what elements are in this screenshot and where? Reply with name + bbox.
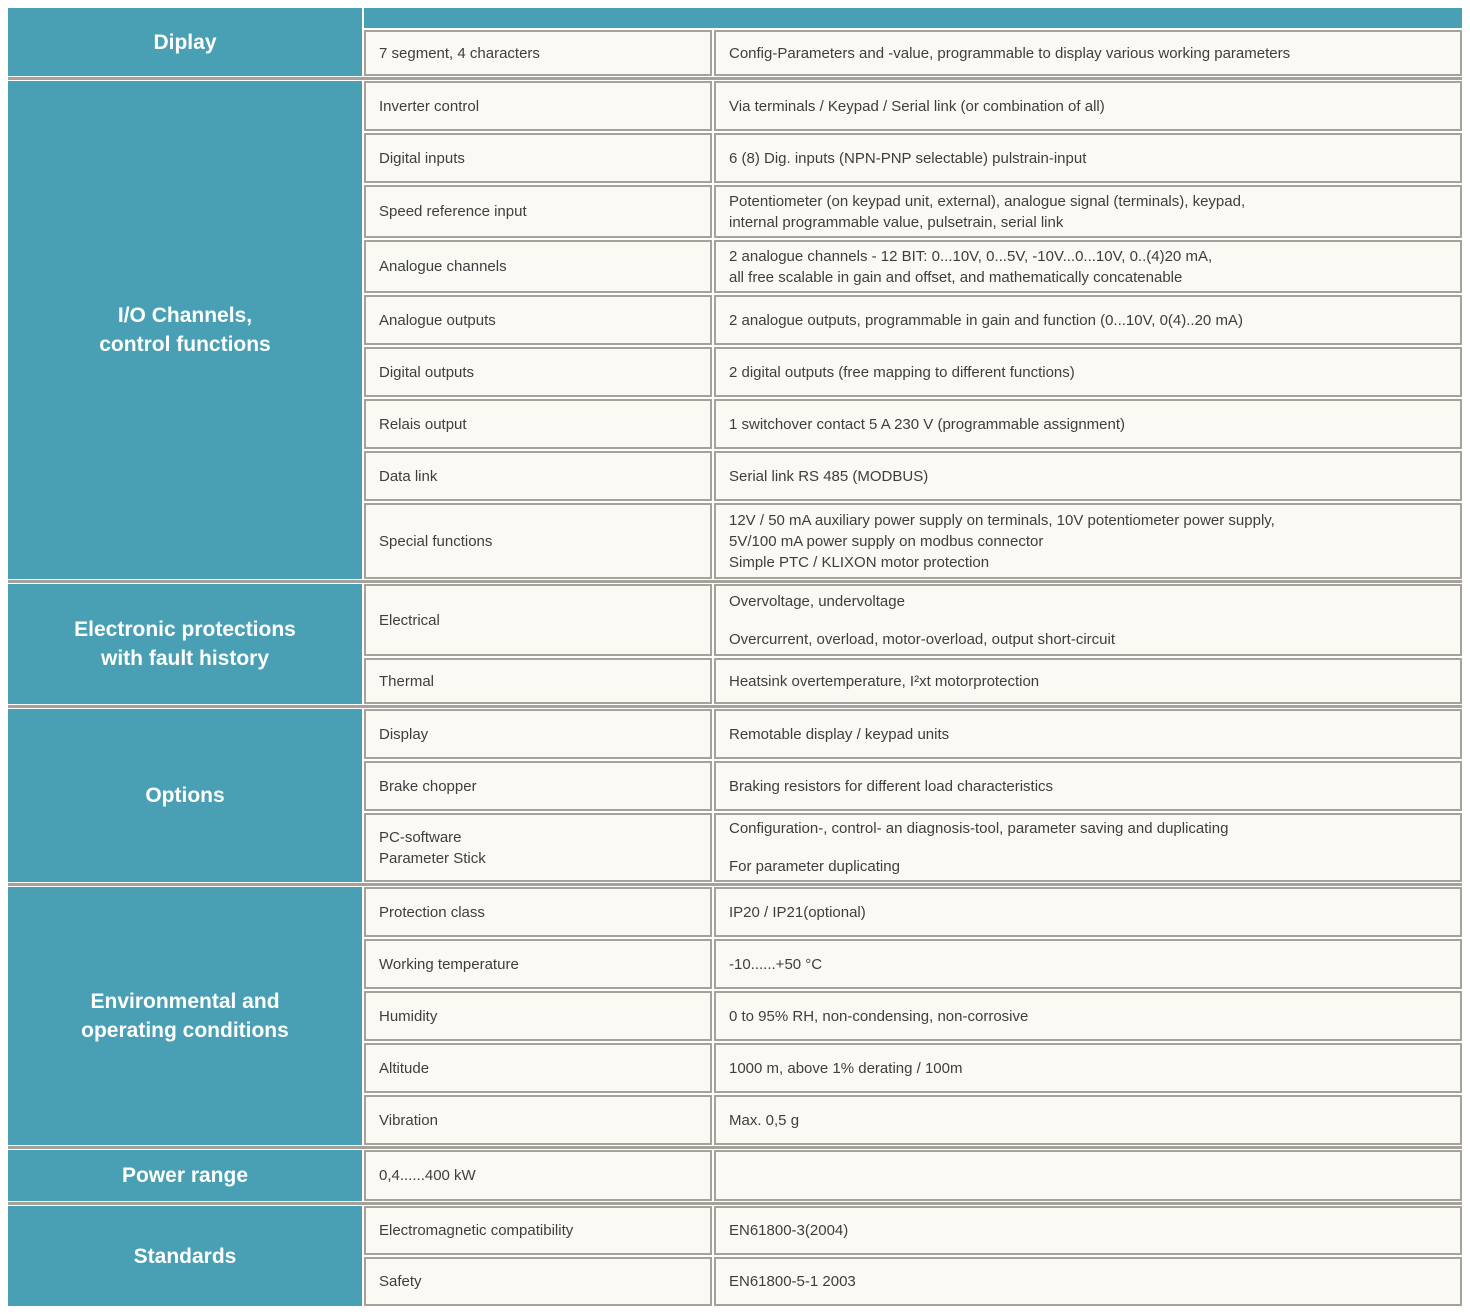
row-value xyxy=(714,1150,1462,1201)
row-value xyxy=(714,133,1462,183)
row-value xyxy=(714,761,1462,811)
row-label-line: Digital outputs xyxy=(379,363,475,381)
section-header-line: I/O Channels, xyxy=(117,304,253,327)
row-label xyxy=(364,81,712,131)
row-label xyxy=(364,584,712,656)
section xyxy=(8,887,1462,1145)
row-label xyxy=(364,761,712,811)
row-value xyxy=(714,1257,1462,1306)
section-divider xyxy=(8,77,1462,80)
row-value xyxy=(714,503,1462,579)
section-header xyxy=(8,8,362,76)
section-header-line: Standards xyxy=(133,1244,237,1268)
row-value xyxy=(714,658,1462,704)
row-value xyxy=(714,185,1462,238)
row-value-paragraph: internal programmable value, pulsetrain, serial link xyxy=(729,213,1064,231)
row-label xyxy=(364,30,712,76)
row-value-paragraph: 5V/100 mA power supply on modbus connector xyxy=(729,532,1044,550)
row-label-line: Altitude xyxy=(379,1059,430,1077)
row-label xyxy=(364,939,712,989)
section-header-line: Diplay xyxy=(153,30,217,54)
section-header-line: Electronic protections xyxy=(74,618,296,641)
section-header-line: Environmental and xyxy=(90,990,280,1013)
row-value xyxy=(714,399,1462,449)
row-label-line: Digital inputs xyxy=(379,149,465,167)
row-label-line: 0,4......400 kW xyxy=(379,1167,476,1184)
row-label-line: Humidity xyxy=(379,1007,438,1025)
row-value-paragraph: For parameter duplicating xyxy=(729,858,900,875)
row-label-line: Inverter control xyxy=(379,97,480,115)
section-divider xyxy=(8,883,1462,886)
row-label-line: Speed reference input xyxy=(379,203,527,220)
row-label-line: Thermal xyxy=(379,672,435,690)
section-header xyxy=(8,1206,362,1306)
top-teal-band xyxy=(364,8,1462,28)
row-label xyxy=(364,185,712,238)
row-value-paragraph: EN61800-5-1 2003 xyxy=(729,1273,856,1290)
row-value xyxy=(714,347,1462,397)
section-header-line: with fault history xyxy=(101,647,269,670)
row-value-paragraph: IP20 / IP21(optional) xyxy=(729,903,866,921)
row-value-paragraph: Simple PTC / KLIXON motor protection xyxy=(729,553,990,571)
row-label-line: Data link xyxy=(379,467,438,485)
row-value-paragraph: EN61800-3(2004) xyxy=(729,1222,849,1239)
row-label-line: Analogue outputs xyxy=(379,311,496,329)
row-value-paragraph: Braking resistors for different load characteristics xyxy=(729,777,1054,795)
section xyxy=(8,81,1462,579)
row-value-paragraph: Overcurrent, overload, motor-overload, output short-circuit xyxy=(729,630,1115,648)
row-value-paragraph: Remotable display / keypad units xyxy=(729,725,950,743)
row-value xyxy=(714,1043,1462,1093)
row-label xyxy=(364,503,712,579)
row-value xyxy=(714,81,1462,131)
row-label xyxy=(364,295,712,345)
row-value xyxy=(714,887,1462,937)
section-header-line: control functions xyxy=(99,333,271,356)
row-value-paragraph: Heatsink overtemperature, I²xt motorprotection xyxy=(729,672,1040,690)
row-label-line: Electrical xyxy=(379,611,440,629)
section-header-line: Options xyxy=(145,784,225,807)
row-value xyxy=(714,813,1462,882)
row-label xyxy=(364,1043,712,1093)
row-value-paragraph: Overvoltage, undervoltage xyxy=(729,592,905,610)
row-value-paragraph: Config-Parameters and -value, programmable to display various working parameters xyxy=(729,44,1291,62)
row-label-line: Analogue channels xyxy=(379,258,507,275)
row-value-paragraph: Via terminals / Keypad / Serial link (or combination of all) xyxy=(729,97,1105,115)
row-value xyxy=(714,991,1462,1041)
row-label xyxy=(364,813,712,882)
section-header-line: Power range xyxy=(121,1164,249,1187)
section xyxy=(8,709,1462,882)
row-label xyxy=(364,887,712,937)
section xyxy=(8,8,1462,76)
row-label xyxy=(364,1206,712,1255)
row-value xyxy=(714,295,1462,345)
row-value-paragraph: 2 digital outputs (free mapping to different functions) xyxy=(729,363,1075,381)
row-label-line: Display xyxy=(379,725,429,743)
row-value-paragraph: 2 analogue channels - 12 BIT: 0...10V, 0...5V, -10V...0...10V, 0..(4)20 mA, xyxy=(729,247,1213,265)
row-value-paragraph: 2 analogue outputs, programmable in gain and function (0...10V, 0(4)..20 mA) xyxy=(729,311,1243,329)
row-value xyxy=(714,584,1462,656)
row-value-paragraph: 6 (8) Dig. inputs (NPN-PNP selectable) pulstrain-input xyxy=(729,149,1087,167)
row-label xyxy=(364,133,712,183)
row-value-paragraph: Max. 0,5 g xyxy=(729,1111,800,1129)
section-header-line: operating conditions xyxy=(81,1019,289,1042)
row-value-paragraph: Serial link RS 485 (MODBUS) xyxy=(729,467,929,485)
section-divider xyxy=(8,1146,1462,1149)
row-label-line: Working temperature xyxy=(379,955,519,973)
row-value xyxy=(714,1206,1462,1255)
row-value-paragraph: 1 switchover contact 5 A 230 V (programmable assignment) xyxy=(729,415,1126,433)
row-value-paragraph: -10......+50 °C xyxy=(729,955,823,973)
section xyxy=(8,1150,1462,1201)
section xyxy=(8,1206,1462,1306)
spec-table xyxy=(8,8,1462,1306)
section-header xyxy=(8,887,362,1145)
row-label xyxy=(364,1150,712,1201)
row-value-paragraph: all free scalable in gain and offset, and mathematically concatenable xyxy=(729,268,1183,286)
row-value xyxy=(714,240,1462,293)
row-label xyxy=(364,399,712,449)
row-label-line: Safety xyxy=(379,1273,422,1290)
row-label xyxy=(364,991,712,1041)
section-header xyxy=(8,584,362,704)
row-label-line: PC-software xyxy=(379,828,462,846)
row-label-line: Brake chopper xyxy=(379,777,477,795)
section-divider xyxy=(8,705,1462,708)
row-label-line: Parameter Stick xyxy=(379,849,486,867)
row-label xyxy=(364,1257,712,1306)
row-value-paragraph: 0 to 95% RH, non-condensing, non-corrosive xyxy=(729,1007,1029,1025)
section-header xyxy=(8,709,362,882)
section-header xyxy=(8,81,362,579)
row-value xyxy=(714,30,1462,76)
row-label-line: Electromagnetic compatibility xyxy=(379,1222,574,1239)
row-value xyxy=(714,1095,1462,1145)
row-label-line: Relais output xyxy=(379,415,467,433)
row-value-paragraph: Potentiometer (on keypad unit, external), analogue signal (terminals), keypad, xyxy=(729,192,1246,210)
row-label-line: 7 segment, 4 characters xyxy=(379,44,540,62)
row-label xyxy=(364,658,712,704)
row-value-paragraph: Configuration-, control- an diagnosis-tool, parameter saving and duplicating xyxy=(729,820,1229,837)
section-divider xyxy=(8,1202,1462,1205)
row-label-line: Vibration xyxy=(379,1111,438,1129)
section-divider xyxy=(8,580,1462,583)
row-label xyxy=(364,709,712,759)
row-label-line: Special functions xyxy=(379,532,493,550)
row-label xyxy=(364,240,712,293)
section xyxy=(8,584,1462,704)
row-value-paragraph: 1000 m, above 1% derating / 100m xyxy=(729,1059,963,1077)
row-label-line: Protection class xyxy=(379,903,485,921)
section-header xyxy=(8,1150,362,1201)
row-label xyxy=(364,347,712,397)
row-value xyxy=(714,709,1462,759)
row-label xyxy=(364,451,712,501)
row-value-paragraph: 12V / 50 mA auxiliary power supply on terminals, 10V potentiometer power supply, xyxy=(729,511,1275,529)
row-value xyxy=(714,451,1462,501)
row-label xyxy=(364,1095,712,1145)
row-value xyxy=(714,939,1462,989)
